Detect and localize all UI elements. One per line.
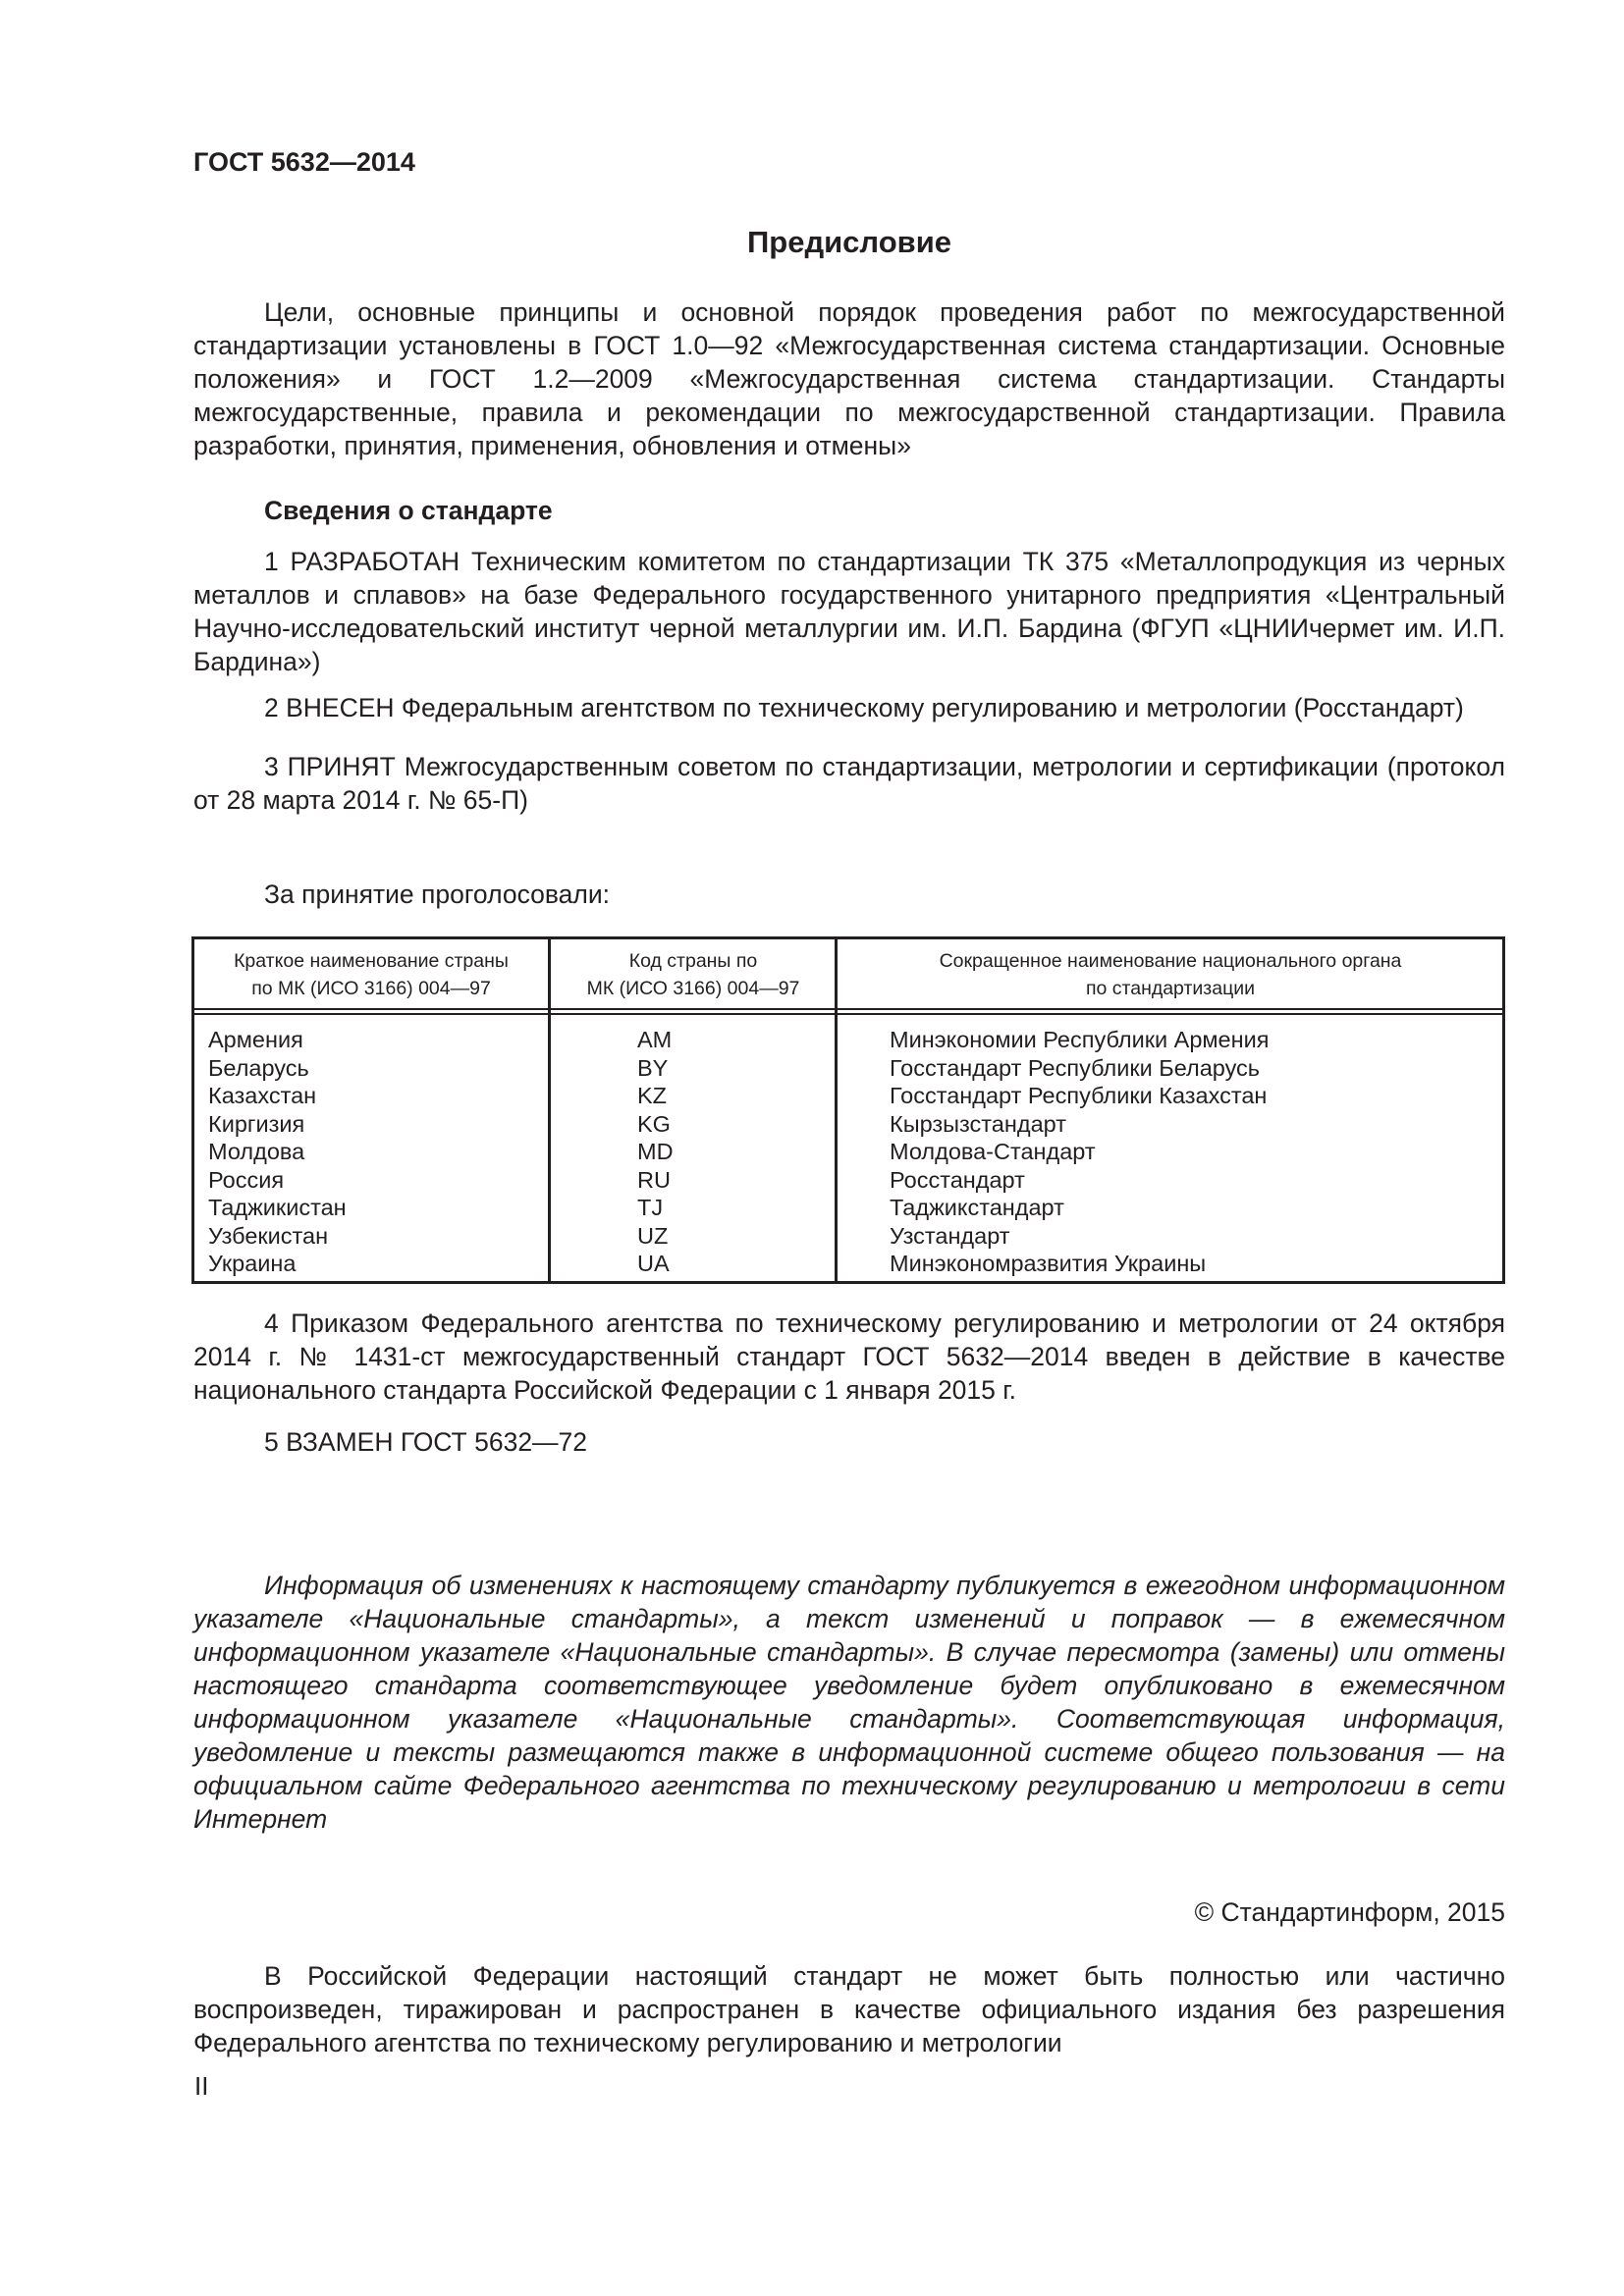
table-cell-code: AM [637, 1027, 673, 1052]
table-cell-body: Госстандарт Республики Казахстан [890, 1083, 1268, 1108]
table-cell-country: Узбекистан [208, 1222, 329, 1249]
header-standards-body [839, 947, 1502, 1002]
table-cell-body: Узстандарт [890, 1222, 1010, 1249]
page-title: Предисловие [746, 225, 951, 259]
table-cell-body: Минэкономии Республики Армения [890, 1027, 1270, 1052]
table-cell-code: UA [637, 1251, 670, 1276]
table-cell-country: Киргизия [208, 1110, 305, 1137]
header-divider-line [194, 1008, 1502, 1010]
table-cell-code: TJ [637, 1195, 664, 1220]
table-cell-country: Украина [208, 1251, 297, 1276]
voting-countries-table [191, 936, 1505, 1284]
table-cell-code: KZ [637, 1083, 668, 1108]
country-name-column [208, 1026, 347, 1278]
table-cell-body: Кырзызстандарт [890, 1110, 1066, 1137]
item-submitted: 2 ВНЕСЕН Федеральным агентством по техническому регулированию и метрологии (Росстандарт) [264, 693, 1464, 722]
header-line: МК (ИСО 3166) 004—97 [586, 978, 800, 999]
table-cell-body: Госстандарт Республики Беларусь [890, 1054, 1261, 1081]
header-line: по стандартизации [1085, 978, 1256, 999]
page-number: II [194, 2071, 209, 2101]
intro-section [193, 295, 1505, 462]
notice-block [193, 1569, 1505, 1836]
table-cell-code: BY [637, 1054, 669, 1081]
item-replaces: 5 ВЗАМЕН ГОСТ 5632—72 [264, 1427, 588, 1457]
table-cell-body: Таджикстандарт [890, 1195, 1064, 1220]
table-cell-body: Минэкономразвития Украины [890, 1251, 1207, 1276]
table-cell-country: Таджикистан [208, 1195, 347, 1220]
table-cell-country: Молдова [208, 1139, 305, 1164]
item-5-block [193, 1425, 1505, 1459]
reproduction-block [193, 1959, 1505, 2059]
table-cell-country: Россия [208, 1166, 285, 1193]
standards-body-column [890, 1026, 1269, 1278]
table-cell-country: Армения [208, 1027, 303, 1052]
table-cell-country: Казахстан [208, 1083, 317, 1108]
table-cell-body: Росстандарт [890, 1166, 1025, 1193]
table-header [194, 939, 1502, 1009]
item-developed: 1 РАЗРАБОТАН Техническим комитетом по стандартизации ТК 375 «Металлопродукция из черных металлов и сплавов» на базе Федерального государственного унитарного предприятия «Центральный Научно-исследовательский институт черной металлургии им. И.П. Бардина (ФГУП «ЦНИИчермет им. И.П. Бардина») [193, 547, 1505, 676]
reproduction-notice: В Российской Федерации настоящий стандарт не может быть полностью или частично воспроизведен, тиражирован и распространен в качестве официального издания без разрешения Федерального агентства по техническому регулированию и метрологии [193, 1961, 1505, 2057]
column-divider [835, 939, 838, 1281]
voted-label-block [193, 878, 1505, 911]
table-cell-code: UZ [637, 1222, 669, 1249]
table-cell-body: Молдова-Стандарт [890, 1139, 1096, 1164]
standard-info-heading: Сведения о стандарте [264, 496, 553, 525]
changes-notice: Информация об изменениях к настоящему стандарту публикуется в ежегодном информационном указателе «Национальные стандарты», а текст изменений и поправок — в ежемесячном информационном указателе «Национальные стандарты». В случае пересмотра (замены) или отмены настоящего стандарта соответствующее уведомление будет опубликовано в ежемесячном информационном указателе «Национальные стандарты». Соответствующая информация, уведомление и тексты размещаются также в информационной системе общего пользования — на официальном сайте Федерального агентства по техническому регулированию и метрологии в сети Интернет [193, 1571, 1505, 1834]
item-4-block [193, 1307, 1505, 1407]
intro-paragraph: Цели, основные принципы и основной порядок проведения работ по межгосударственной стандартизации установлены в ГОСТ 1.0—92 «Межгосударственная система стандартизации. Основные положения» и ГОСТ 1.2—2009 «Межгосударственная система стандартизации. Стандарты межгосударственные, правила и рекомендации по межгосударственной стандартизации. Правила разработки, принятия, применения, обновления и отмены» [193, 297, 1505, 460]
standard-info-heading-block [193, 494, 1505, 527]
voted-label: За принятие проголосовали: [264, 880, 611, 909]
item-enacted: 4 Приказом Федерального агентства по техническому регулированию и метрологии от 24 октября 2014 г. № 1431-ст межгосударственный стандарт ГОСТ 5632—2014 введен в действие в качестве национального стандарта Российской Федерации с 1 января 2015 г. [193, 1308, 1505, 1405]
table-cell-country: Беларусь [208, 1054, 309, 1081]
country-code-column [637, 1026, 674, 1278]
item-3-block [193, 750, 1505, 817]
item-adopted: 3 ПРИНЯТ Межгосударственным советом по стандартизации, метрологии и сертификации (протокол от 28 марта 2014 г. № 65-П) [193, 752, 1505, 815]
column-divider [548, 939, 551, 1281]
header-line: по МК (ИСО 3166) 004—97 [251, 978, 491, 999]
item-2-block [193, 691, 1505, 724]
document-code-header: ГОСТ 5632—2014 [193, 147, 415, 177]
header-line: Краткое наименование страны [234, 950, 509, 972]
header-line: Код страны по [628, 950, 758, 972]
copyright: © Стандартинформ, 2015 [1194, 1897, 1505, 1927]
table-cell-code: RU [637, 1166, 671, 1193]
item-1-block [193, 545, 1505, 678]
copyright-block [193, 1896, 1505, 1929]
header-country-name [194, 947, 548, 1002]
header-line: Сокращенное наименование национального органа [939, 950, 1402, 972]
header-country-code [551, 947, 836, 1002]
table-cell-code: KG [637, 1110, 671, 1137]
table-cell-code: MD [637, 1139, 674, 1164]
header-divider-line [194, 1013, 1502, 1015]
